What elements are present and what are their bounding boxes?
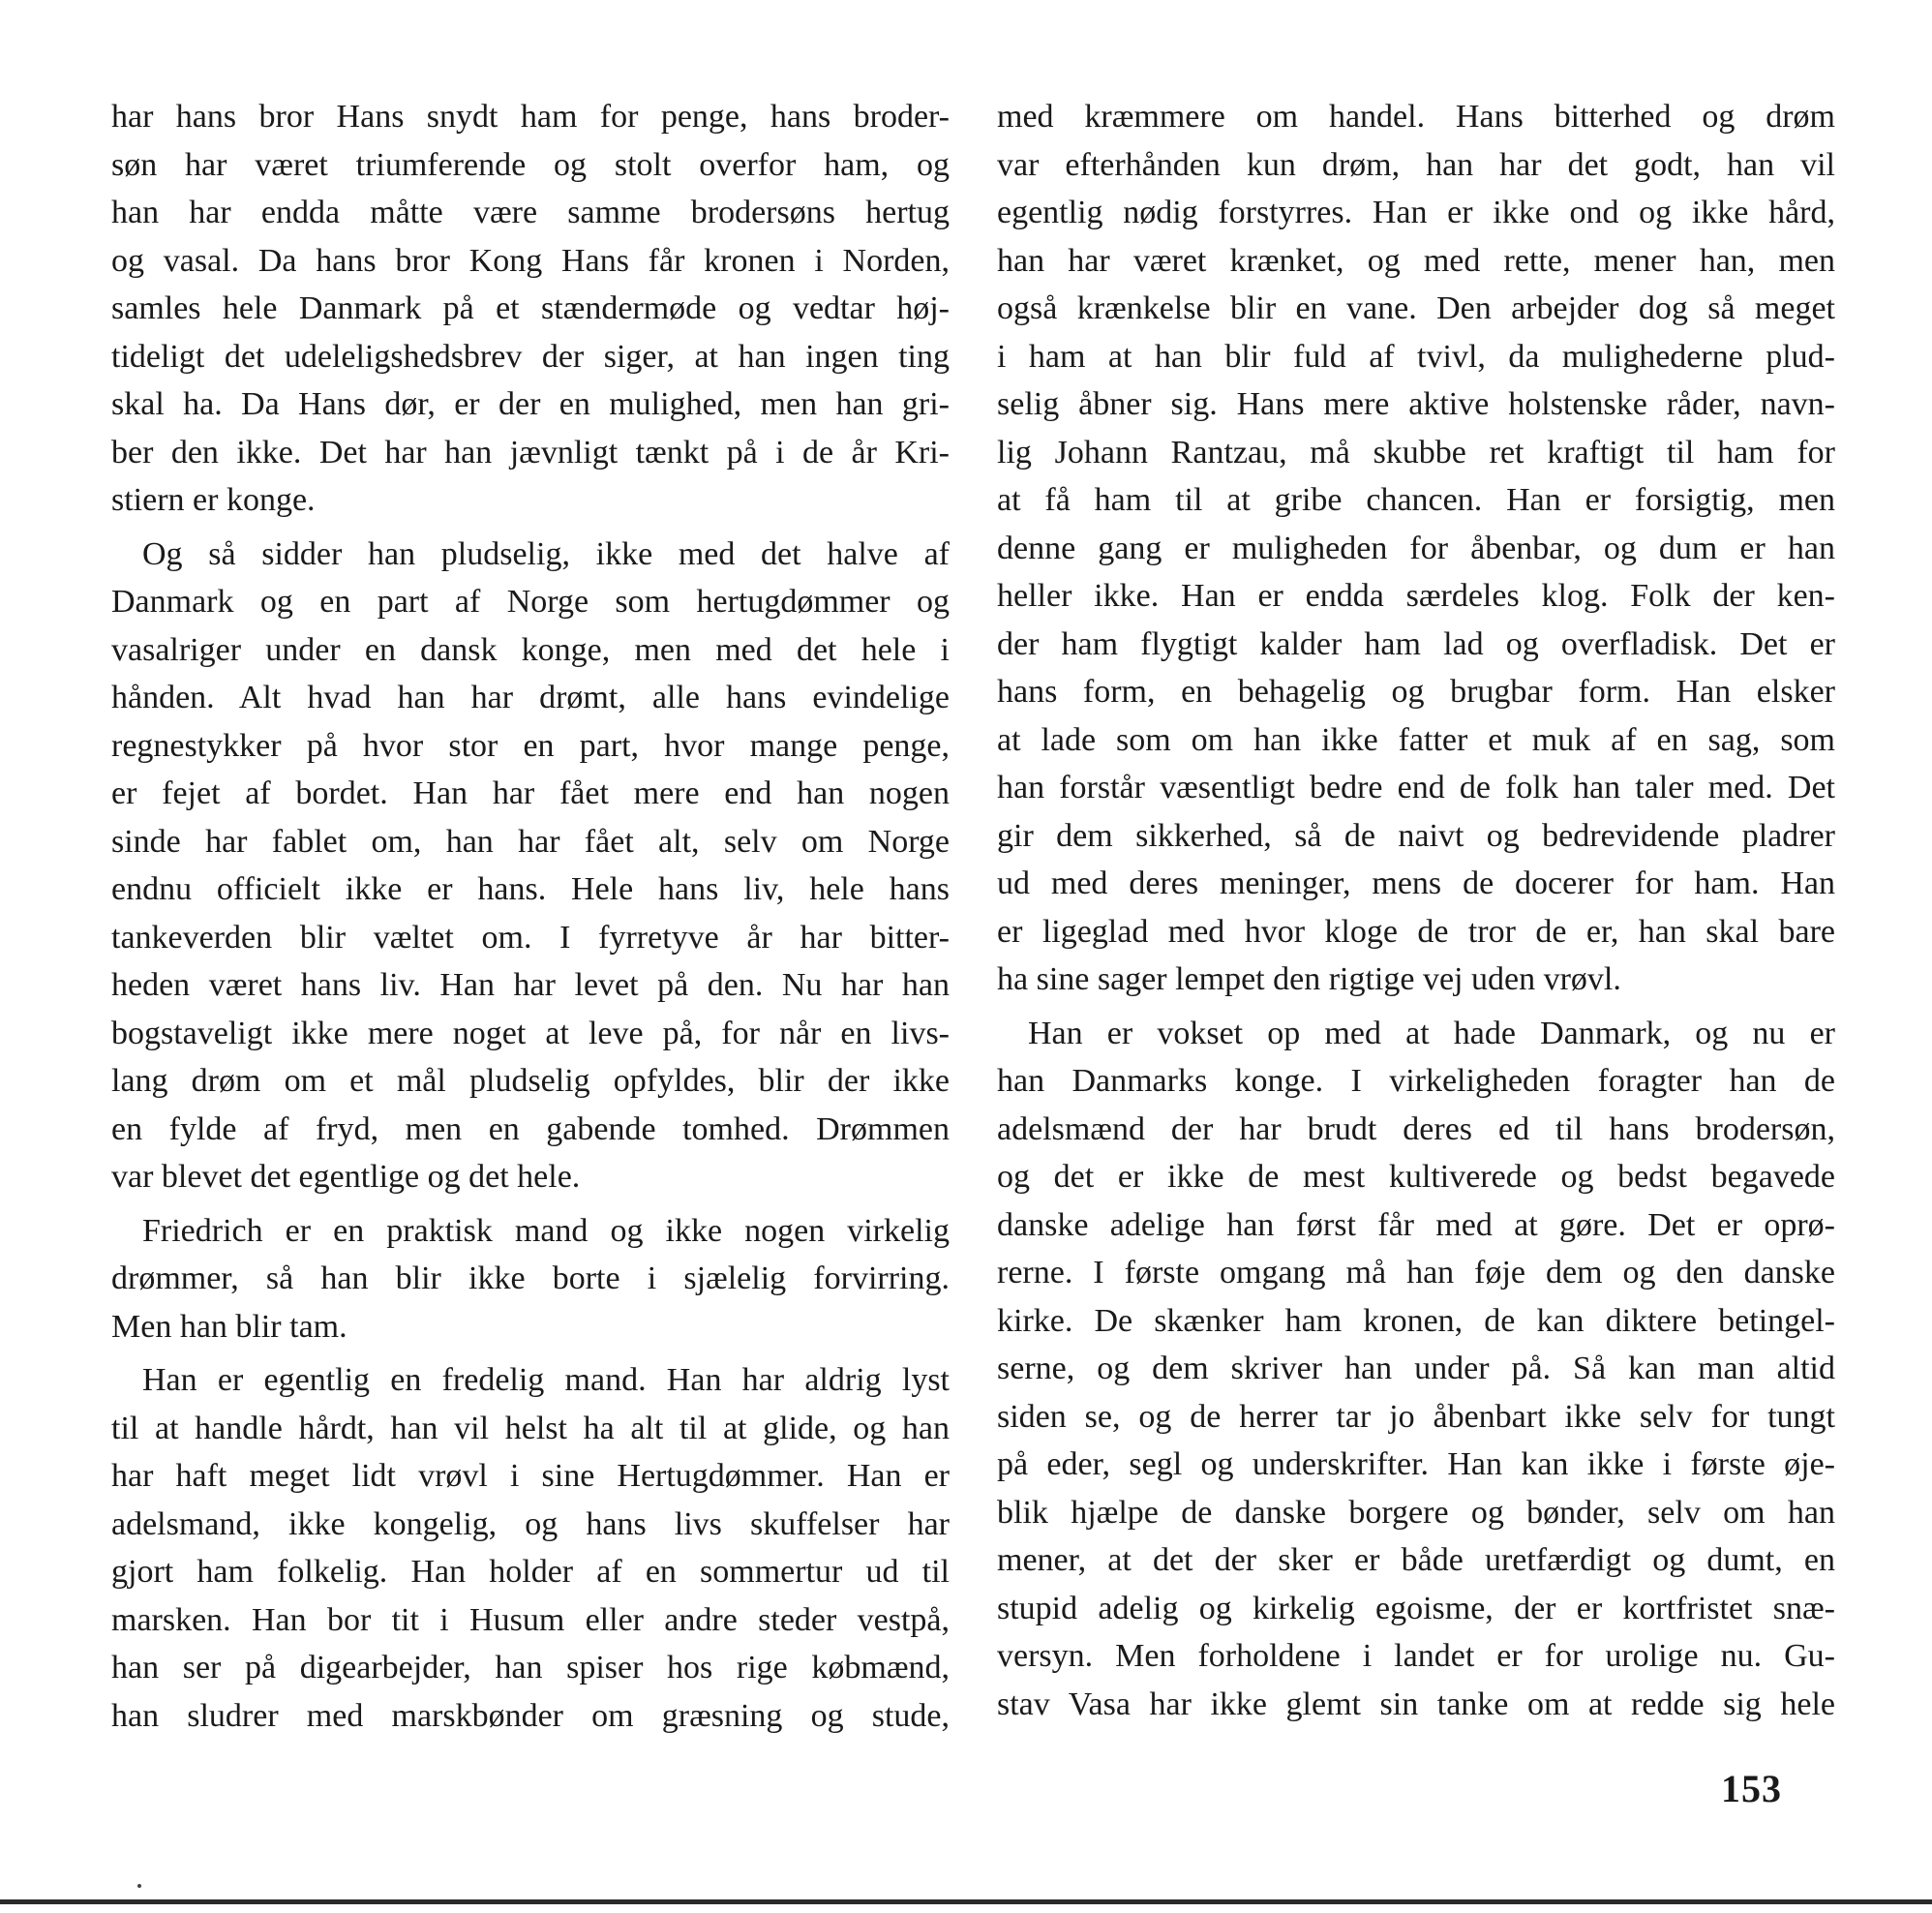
text-line: i ham at han blir fuld af tvivl, da mulighederne plud-	[997, 338, 1835, 375]
text-line: han Danmarks konge. I virkeligheden foragter han de	[997, 1063, 1835, 1099]
text-line: adelsmand, ikke kongelig, og hans livs skuffelser har	[111, 1505, 950, 1542]
text-line: ber den ikke. Det har han jævnligt tænkt på i de år Kri-	[111, 434, 950, 471]
right-column-paragraph	[997, 93, 1835, 1004]
text-line: siden se, og de herrer tar jo åbenbart ikke selv for tungt	[997, 1398, 1835, 1435]
text-line: versyn. Men forholdene i landet er for urolige nu. Gu-	[997, 1638, 1835, 1674]
text-line: sinde har fablet om, han har fået alt, selv om Norge	[111, 823, 950, 860]
text-line: danske adelige han først får med at gøre. Det er oprø-	[997, 1206, 1835, 1243]
text-line: han har været krænket, og med rette, mener han, men	[997, 242, 1835, 279]
text-line: han har endda måtte være samme brodersøns hertug	[111, 195, 950, 230]
text-line: serne, og dem skriver han under på. Så kan man altid	[997, 1351, 1835, 1386]
page-edge-rule	[0, 1899, 1932, 1904]
text-line: marsken. Han bor tit i Husum eller andre steder vestpå,	[111, 1601, 950, 1638]
text-line: adelsmænd der har brudt deres ed til hans brodersøn,	[997, 1110, 1835, 1147]
text-line: han sludrer med marskbønder om græsning og stude,	[111, 1697, 950, 1734]
text-line: gir dem sikkerhed, så de naivt og bedrevidende pladrer	[997, 817, 1835, 854]
text-line: hånden. Alt hvad han har drømt, alle hans evindelige	[111, 680, 950, 715]
text-line: Han er egentlig en fredelig mand. Han har aldrig lyst	[142, 1362, 950, 1398]
text-line: lang drøm om et mål pludselig opfyldes, blir der ikke	[111, 1063, 950, 1099]
text-line: stav Vasa har ikke glemt sin tanke om at redde sig hele	[997, 1685, 1835, 1722]
text-line: med kræmmere om handel. Hans bitterhed og drøm	[997, 99, 1835, 135]
text-line: på eder, segl og underskrifter. Han kan ikke i første øje-	[997, 1446, 1835, 1482]
right-text-column	[997, 93, 1835, 1728]
text-line: skal ha. Da Hans dør, er der en mulighed, men han gri-	[111, 386, 950, 422]
text-line: der ham flygtigt kalder ham lad og overfladisk. Det er	[997, 625, 1835, 662]
text-line: han forstår væsentligt bedre end de folk han taler med. Det	[997, 770, 1835, 805]
left-column-paragraph	[111, 1207, 950, 1351]
text-line: søn har været triumferende og stolt overfor ham, og	[111, 146, 950, 183]
text-line: vasalriger under en dansk konge, men med det hele i	[111, 631, 950, 668]
text-line: rerne. I første omgang må han føje dem og den danske	[997, 1255, 1835, 1291]
text-line: Og så sidder han pludselig, ikke med det halve af	[142, 535, 950, 572]
text-line: Danmark og en part af Norge som hertugdømmer og	[111, 584, 950, 620]
text-line: blik hjælpe de danske borgere og bønder, selv om han	[997, 1494, 1835, 1531]
left-column-paragraph	[111, 93, 950, 525]
text-line: at få ham til at gribe chancen. Han er forsigtig, men	[997, 482, 1835, 518]
text-line: ud med deres meninger, mens de docerer for ham. Han	[997, 865, 1835, 901]
text-line: også krænkelse blir en vane. Den arbejder dog så meget	[997, 290, 1835, 326]
text-line: drømmer, så han blir ikke borte i sjælelig forvirring.	[111, 1260, 950, 1296]
text-line: er fejet af bordet. Han har fået mere end han nogen	[111, 775, 950, 811]
right-column-paragraph	[997, 1010, 1835, 1729]
text-line: var blevet det egentlige og det hele.	[111, 1159, 581, 1195]
text-line: Men han blir tam.	[111, 1308, 347, 1345]
left-column-paragraph	[111, 1356, 950, 1740]
text-line: mener, at det der sker er både uretfærdigt og dumt, en	[997, 1542, 1835, 1578]
text-line: egentlig nødig forstyrres. Han er ikke ond og ikke hård,	[997, 195, 1835, 230]
text-line: lig Johann Rantzau, må skubbe ret kraftigt til ham for	[997, 434, 1835, 471]
left-text-column	[111, 93, 950, 1740]
text-line: hans form, en behagelig og brugbar form. Han elsker	[997, 674, 1835, 710]
text-line: og vasal. Da hans bror Kong Hans får kronen i Norden,	[111, 242, 950, 279]
print-speck	[137, 1884, 141, 1888]
text-line: heden været hans liv. Han har levet på den. Nu har han	[111, 967, 950, 1003]
text-line: stiern er konge.	[111, 482, 316, 518]
text-line: tankeverden blir væltet om. I fyrretyve år har bitter-	[111, 919, 950, 956]
text-line: ha sine sager lempet den rigtige vej uden vrøvl.	[997, 961, 1621, 997]
page-number: 153	[1721, 1767, 1782, 1810]
left-column-paragraph	[111, 531, 950, 1201]
text-line: Friedrich er en praktisk mand og ikke nogen virkelig	[142, 1212, 950, 1249]
text-line: kirke. De skænker ham kronen, de kan diktere betingel-	[997, 1302, 1835, 1339]
text-line: er ligeglad med hvor kloge de tror de er, han skal bare	[997, 913, 1835, 950]
text-line: var efterhånden kun drøm, han har det godt, han vil	[997, 146, 1835, 183]
text-line: samles hele Danmark på et stændermøde og vedtar høj-	[111, 290, 950, 326]
text-line: Han er vokset op med at hade Danmark, og nu er	[1028, 1015, 1835, 1051]
text-line: stupid adelig og kirkelig egoisme, der er kortfristet snæ-	[997, 1590, 1835, 1626]
text-line: bogstaveligt ikke mere noget at leve på, for når en livs-	[111, 1015, 950, 1051]
text-line: heller ikke. Han er endda særdeles klog. Folk der ken-	[997, 578, 1835, 614]
text-line: selig åbner sig. Hans mere aktive holstenske råder, navn-	[997, 386, 1835, 422]
text-line: til at handle hårdt, han vil helst ha alt til at glide, og han	[111, 1410, 950, 1446]
text-line: tideligt det udeleligshedsbrev der siger, at han ingen ting	[111, 338, 950, 375]
text-line: denne gang er muligheden for åbenbar, og dum er han	[997, 530, 1835, 566]
text-line: har haft meget lidt vrøvl i sine Hertugdømmer. Han er	[111, 1458, 950, 1494]
text-line: og det er ikke de mest kultiverede og bedst begavede	[997, 1159, 1835, 1195]
text-line: regnestykker på hvor stor en part, hvor mange penge,	[111, 727, 950, 764]
text-line: endnu officielt ikke er hans. Hele hans liv, hele hans	[111, 871, 950, 907]
text-line: en fylde af fryd, men en gabende tomhed. Drømmen	[111, 1110, 950, 1147]
text-line: han ser på digearbejder, han spiser hos rige købmænd,	[111, 1650, 950, 1685]
text-line: gjort ham folkelig. Han holder af en sommertur ud til	[111, 1554, 950, 1590]
text-line: at lade som om han ikke fatter et muk af en sag, som	[997, 721, 1835, 758]
text-line: har hans bror Hans snydt ham for penge, hans broder-	[111, 99, 950, 135]
